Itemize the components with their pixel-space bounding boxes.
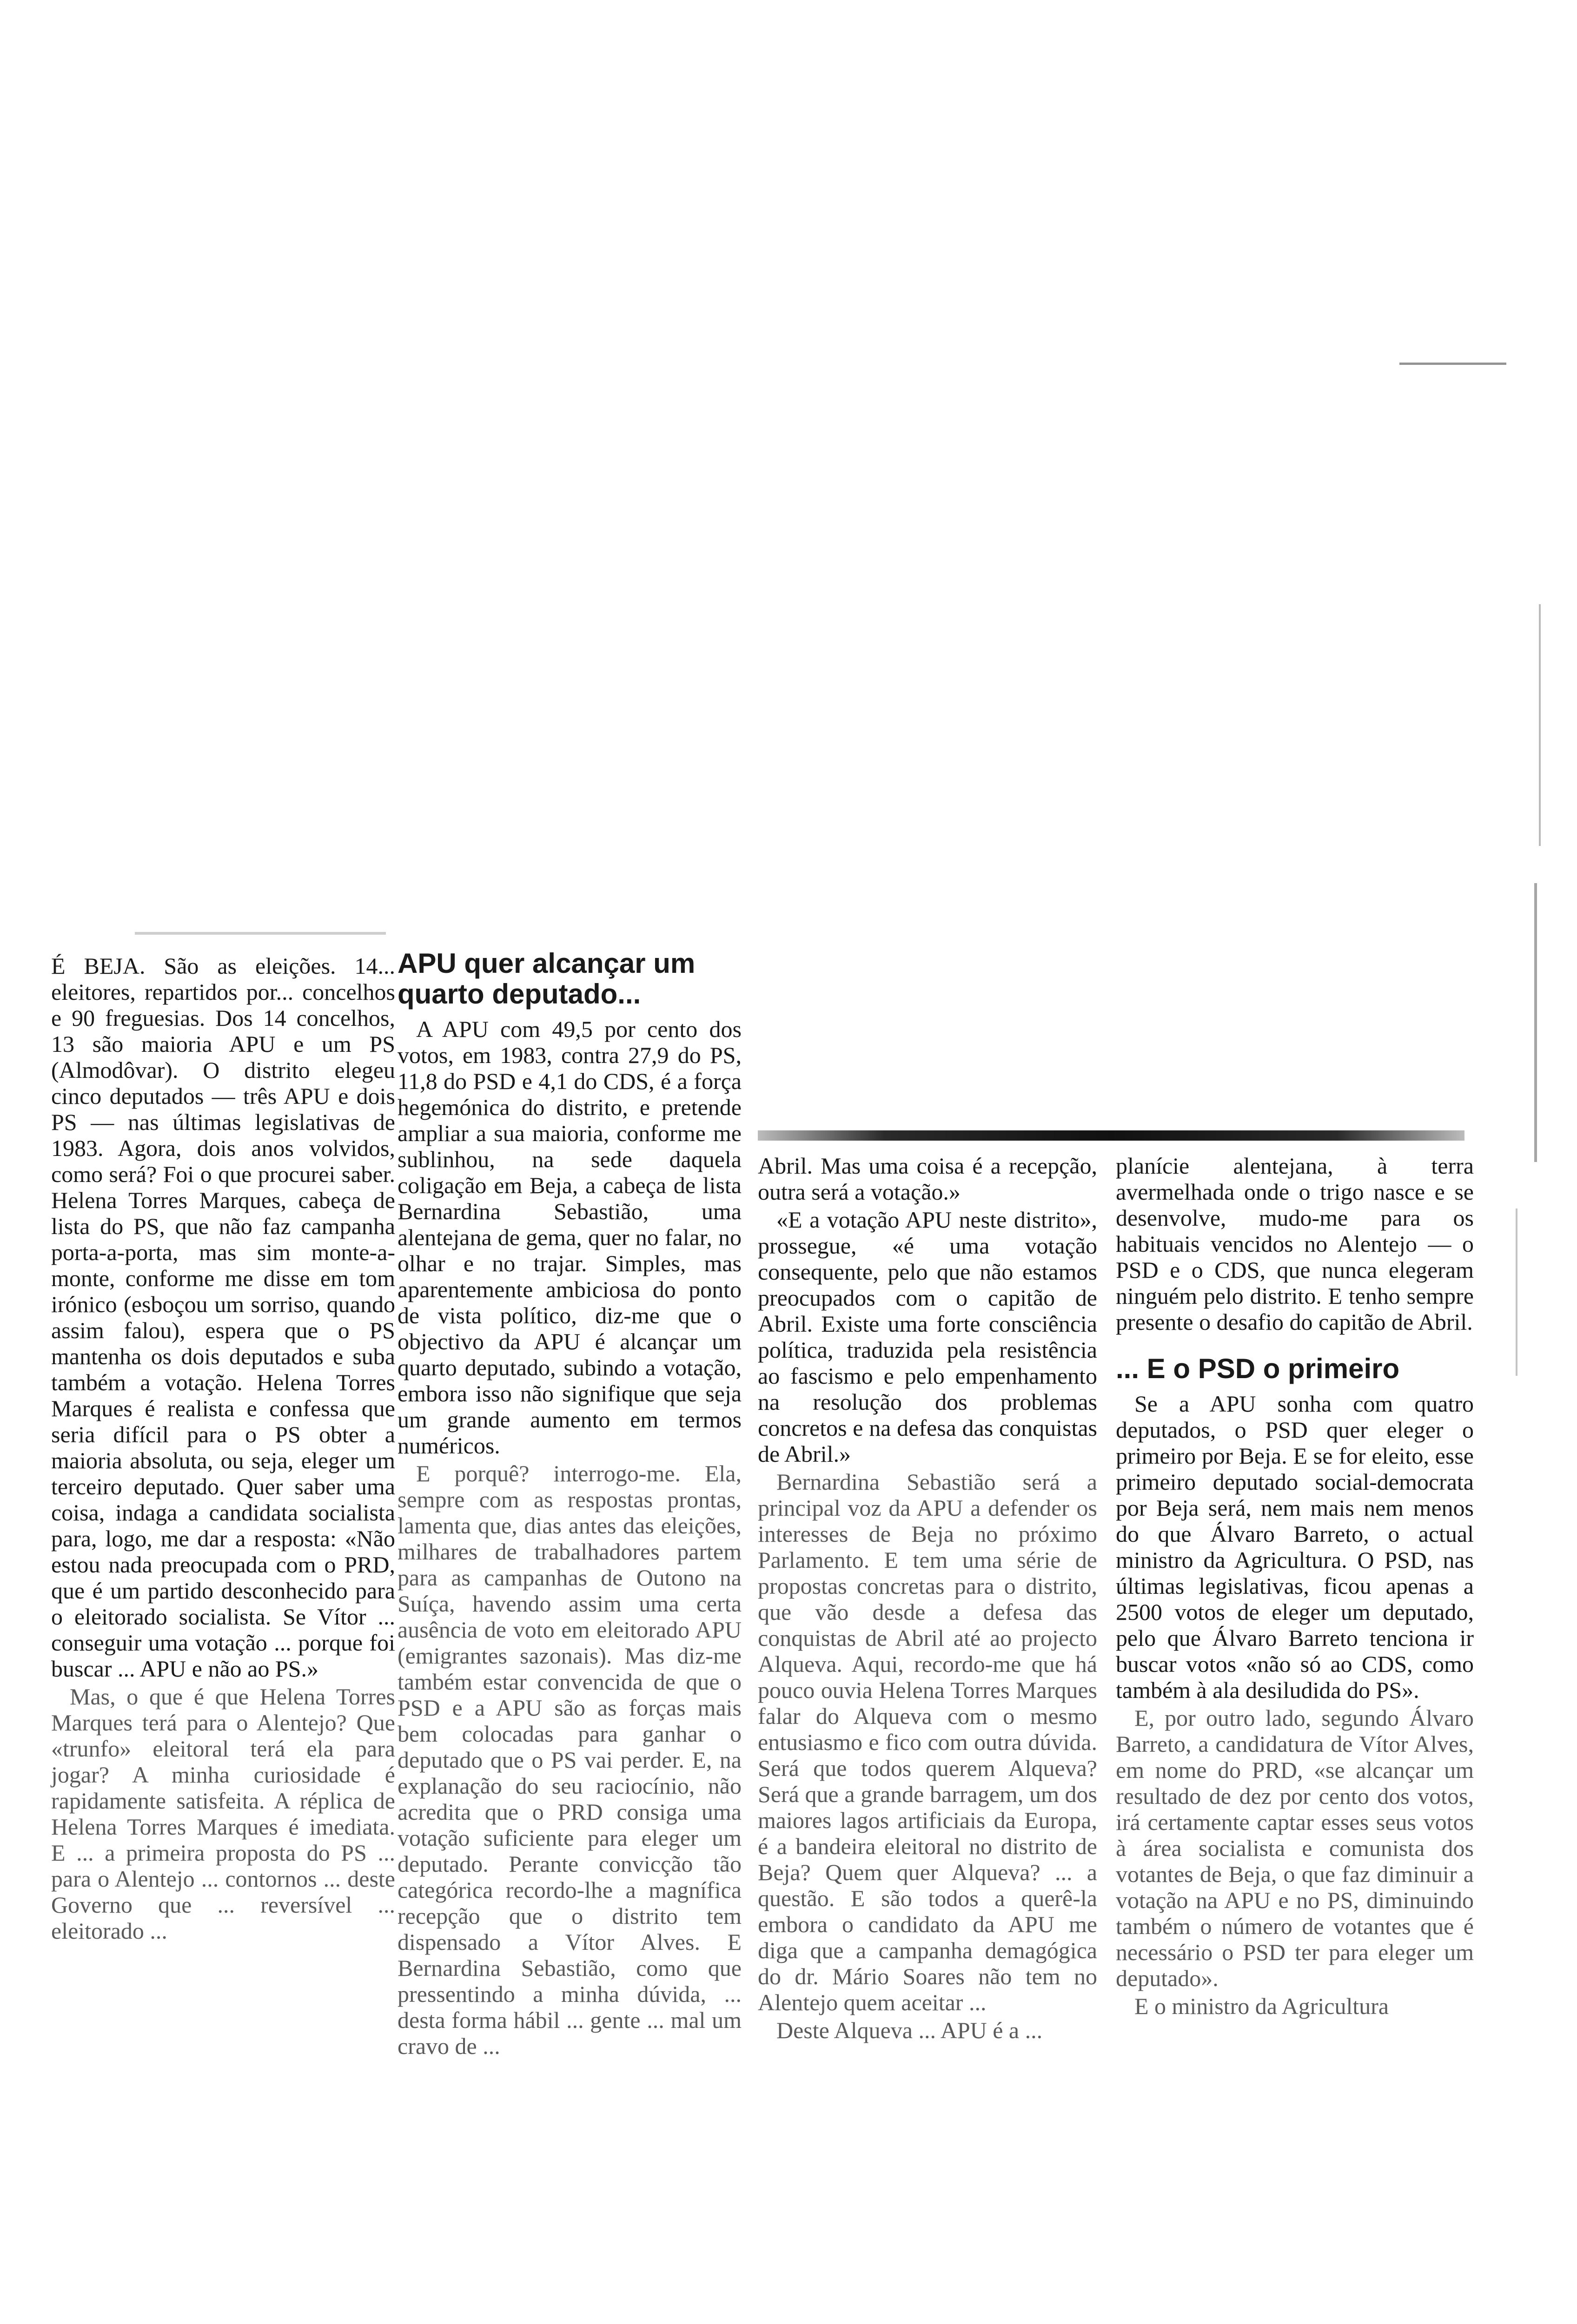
article-column-3 — [758, 1153, 1097, 2045]
paragraph: E o ministro da Agricultura — [1134, 1993, 1389, 2019]
scan-mark — [1516, 1208, 1517, 1376]
paragraph: E porquê? interrogo-me. Ela, sempre com as respostas prontas, lamenta que, dias antes das eleições, milhares de trabalhadores partem para as campanhas de Outono na Suíça, havendo assim uma certa ausência de voto em eleitorado APU (emigrantes sazonais). Mas diz-me também estar convencida de que o PSD e a APU são as forças mais bem colocadas para ganhar o deputado que o PS vai perder. E, na explanação do seu raciocínio, não acredita que o PRD consiga uma votação suficiente para eleger um deputado. Perante convicção tão categórica recordo-lhe a magnífica recepção que o distrito tem dispensado a Vítor Alves. E Bernardina Sebastião, como que pressentindo a minha dúvida, ... desta forma hábil ... gente ... mal um cravo de ... — [398, 1460, 742, 2059]
paragraph: Abril. Mas uma coisa é a recepção, outra será a votação.» — [758, 1153, 1097, 1205]
paragraph: Mas, o que é que Helena Torres Marques terá para o Alentejo? Que «trunfo» eleitoral terá ela para jogar? A minha curiosidade é rapidamente satisfeita. A réplica de Helena Torres Marques é imediata. E ... a primeira proposta do PS ... para o Alentejo ... contornos ... deste Governo que ... reversível ... eleitorado ... — [51, 1684, 395, 1944]
column-rule — [758, 1130, 1464, 1141]
scan-mark — [1539, 604, 1541, 846]
paragraph: Se a APU sonha com quatro deputados, o PSD quer eleger o primeiro por Beja. E se for eleito, esse primeiro deputado social-democrata por Beja será, nem mais nem menos do que Álvaro Barreto, o actual ministro da Agricultura. O PSD, nas últimas legislativas, ficou apenas a 2500 votos de eleger um deputado, pelo que Álvaro Barreto tenciona ir buscar votos «não só ao CDS, como também à ala desiludida do PS». — [1116, 1391, 1474, 1703]
scan-mark — [1399, 363, 1506, 365]
scan-mark — [1534, 883, 1537, 1162]
article-column-2 — [398, 948, 742, 2061]
paragraph: «E a votação APU neste distrito», prossegue, «é uma votação consequente, pelo que não estamos preocupados com o capitão de Abril. Existe uma forte consciência política, traduzida pela resistência ao fascismo e pelo empenhamento na resolução dos problemas concretos e na defesa das conquistas de Abril.» — [758, 1207, 1097, 1467]
paragraph: A APU com 49,5 por cento dos votos, em 1983, contra 27,9 do PS, 11,8 do PSD e 4,1 do CDS, é a força hegemónica do distrito, e pretende ampliar a sua maioria, conforme me sublinhou, na sede daquela coligação em Beja, a cabeça de lista Bernardina Sebastião, uma alentejana de gema, quer no falar, no olhar e no trajar. Simples, mas aparentemente ambiciosa do ponto de vista político, diz-me que o objectivo da APU é alcançar um quarto deputado, subindo a votação, embora isso não signifique que seja um grande aumento em termos numéricos. — [398, 1016, 742, 1459]
paragraph: planície alentejana, à terra avermelhada onde o trigo nasce e se desenvolve, mudo-me para os habituais vencidos no Alentejo — o PSD e o CDS, que nunca elegeram ninguém pelo distrito. E tenho sempre presente o desafio do capitão de Abril. — [1116, 1153, 1474, 1335]
section-heading: ... E o PSD o primeiro — [1116, 1353, 1400, 1384]
paragraph: E, por outro lado, segundo Álvaro Barreto, a candidatura de Vítor Alves, em nome do PRD, «se alcançar um resultado de dez por cento dos votos, irá certamente captar esses seus votos à área socialista e comunista dos votantes de Beja, o que faz diminuir a votação na APU e no PS, diminuindo também o número de votantes que é necessário o PSD ter para eleger um deputado». — [1116, 1705, 1474, 1991]
scan-mark — [135, 932, 386, 935]
paragraph: Deste Alqueva ... APU é a ... — [776, 2017, 1043, 2043]
paragraph: É BEJA. São as eleições. 14... eleitores, repartidos por... concelhos e 90 freguesias. Dos 14 concelhos, 13 são maioria APU e um PS (Almodôvar). O distrito elegeu cinco deputados — três APU e dois PS — nas últimas legislativas de 1983. Agora, dois anos volvidos, como será? Foi o que procurei saber. Helena Torres Marques, cabeça de lista do PS, que não faz campanha porta-a-porta, mas sim monte-a-monte, conforme me disse em tom irónico (esboçou um sorriso, quando assim falou), espera que o PS mantenha os dois deputados e suba também a votação. Helena Torres Marques é realista e confessa que seria difícil para o PS obter a maioria absoluta, ou seja, eleger um terceiro deputado. Quer saber uma coisa, indaga a candidata socialista para, logo, me dar a resposta: «Não estou nada preocupada com o PRD, que é um partido desconhecido para o eleitorado socialista. Se Vítor ... conseguir uma votação ... porque foi buscar ... APU e não ao PS.» — [51, 953, 395, 1682]
section-heading: APU quer alcançar um quarto deputado... — [398, 948, 696, 1010]
paragraph: Bernardina Sebastião será a principal voz da APU a defender os interesses de Beja no próximo Parlamento. E tem uma série de propostas concretas para o distrito, que vão desde a defesa das conquistas de Abril até ao projecto Alqueva. Aqui, recordo-me que há pouco ouvia Helena Torres Marques falar do Alqueva com o mesmo entusiasmo e fico com outra dúvida. Será que todos querem Alqueva? Será que a grande barragem, um dos maiores lagos artificiais da Europa, é a bandeira eleitoral no distrito de Beja? Quem quer Alqueva? ... a questão. E são todos a querê-la embora o candidato da APU me diga que a campanha demagógica do dr. Mário Soares não tem no Alentejo quem aceitar ... — [758, 1469, 1097, 2015]
article-column-4 — [1116, 1153, 1474, 2021]
article-column-1 — [51, 953, 395, 1946]
